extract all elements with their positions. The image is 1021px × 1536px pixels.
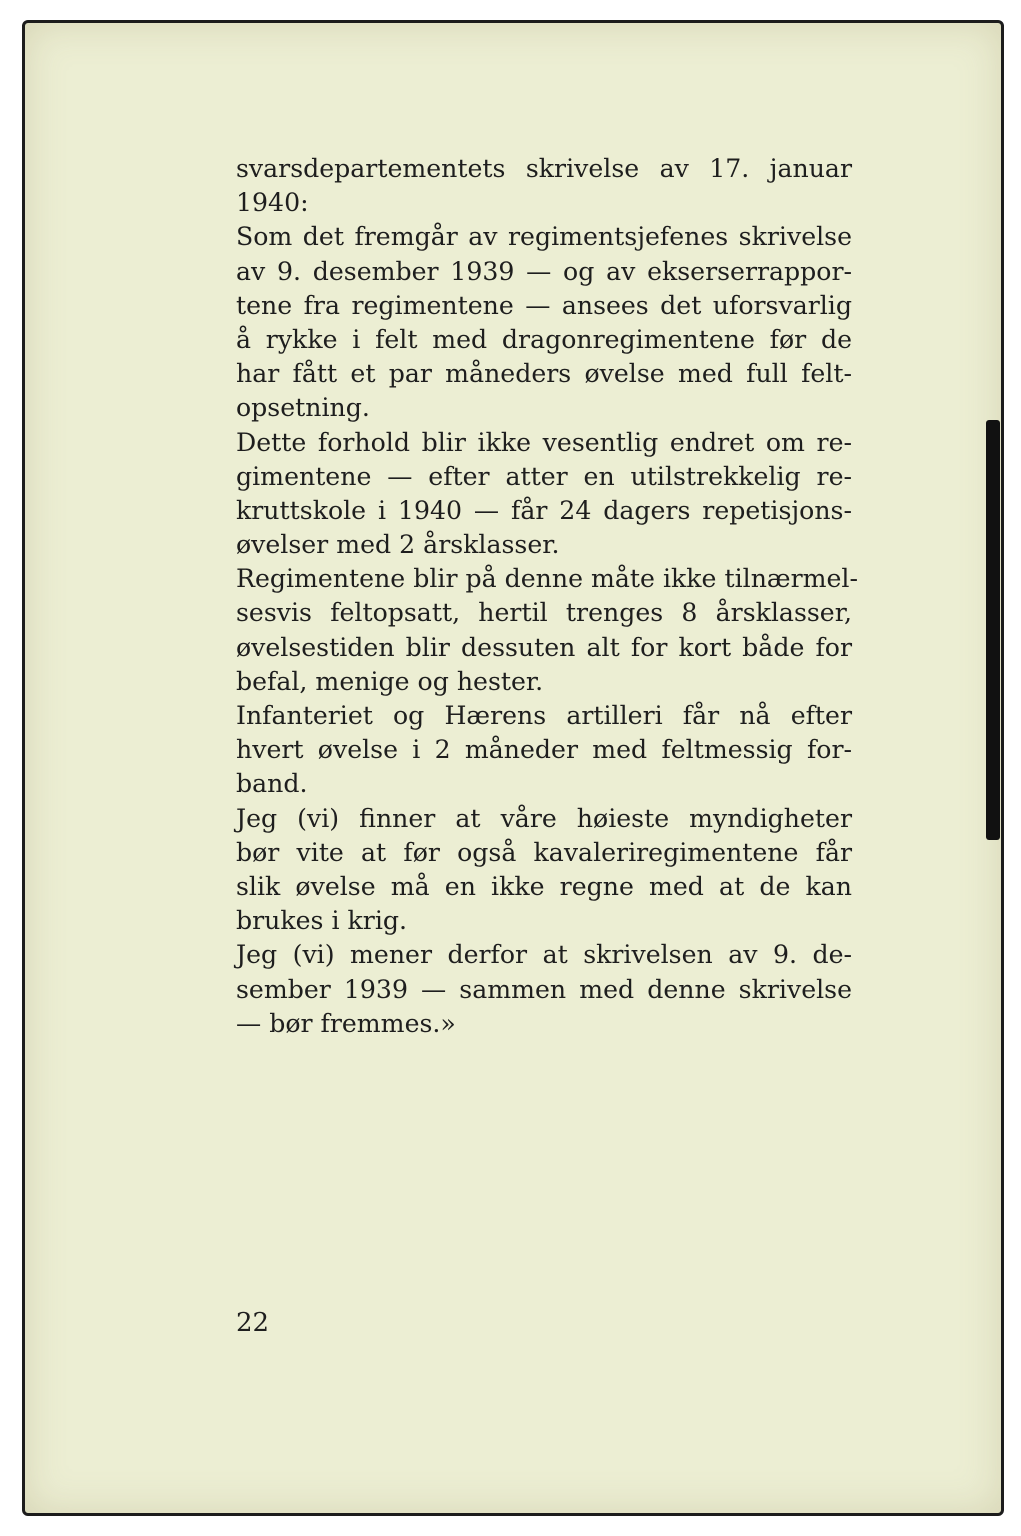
text-line: Dette forhold blir ikke vesentlig endret om re- — [236, 427, 852, 457]
body-text — [236, 152, 858, 1041]
text-line: Som det fremgår av regimentsjefenes skrivelse — [236, 222, 852, 252]
text-line: øvelsestiden blir dessuten alt for kort både for — [236, 632, 852, 662]
text-line: slik øvelse må en ikke regne med at de kan — [236, 871, 852, 901]
text-line: Jeg (vi) finner at våre høieste myndigheter — [236, 803, 852, 833]
text-line: kruttskole i 1940 — får 24 dagers repetisjons- — [236, 495, 852, 525]
text-line: opsetning. — [236, 393, 370, 423]
text-line: Jeg (vi) mener derfor at skrivelsen av 9. de- — [236, 940, 852, 970]
text-line: — bør fremmes.» — [236, 1008, 456, 1038]
text-line: Regimentene blir på denne måte ikke tilnærmel- — [236, 564, 858, 594]
text-line: av 9. desember 1939 — og av ekserserrappor- — [236, 256, 852, 286]
text-line: band. — [236, 769, 308, 799]
text-line: 1940: — [236, 188, 309, 218]
text-line: tene fra regimentene — ansees det uforsvarlig — [236, 290, 852, 320]
text-line: å rykke i felt med dragonregimentene før de — [236, 324, 852, 354]
binding-edge — [986, 420, 1000, 840]
text-line: hvert øvelse i 2 måneder med feltmessig for- — [236, 735, 852, 765]
text-line: brukes i krig. — [236, 906, 408, 936]
text-line: bør vite at før også kavaleriregimentene får — [236, 837, 852, 867]
text-line: gimentene — efter atter en utilstrekkelig re- — [236, 461, 852, 491]
text-line: sesvis feltopsatt, hertil trenges 8 årsklasser, — [236, 598, 852, 628]
text-line: sember 1939 — sammen med denne skrivelse — [236, 974, 852, 1004]
text-line: øvelser med 2 årsklasser. — [236, 530, 560, 560]
text-line: har fått et par måneders øvelse med full felt- — [236, 359, 852, 389]
text-line: Infanteriet og Hærens artilleri får nå efter — [236, 701, 852, 730]
text-line: befal, menige og hester. — [236, 666, 544, 696]
text-line: svarsdepartementets skrivelse av 17. januar — [236, 154, 852, 183]
page-number: 22 — [236, 1308, 270, 1338]
